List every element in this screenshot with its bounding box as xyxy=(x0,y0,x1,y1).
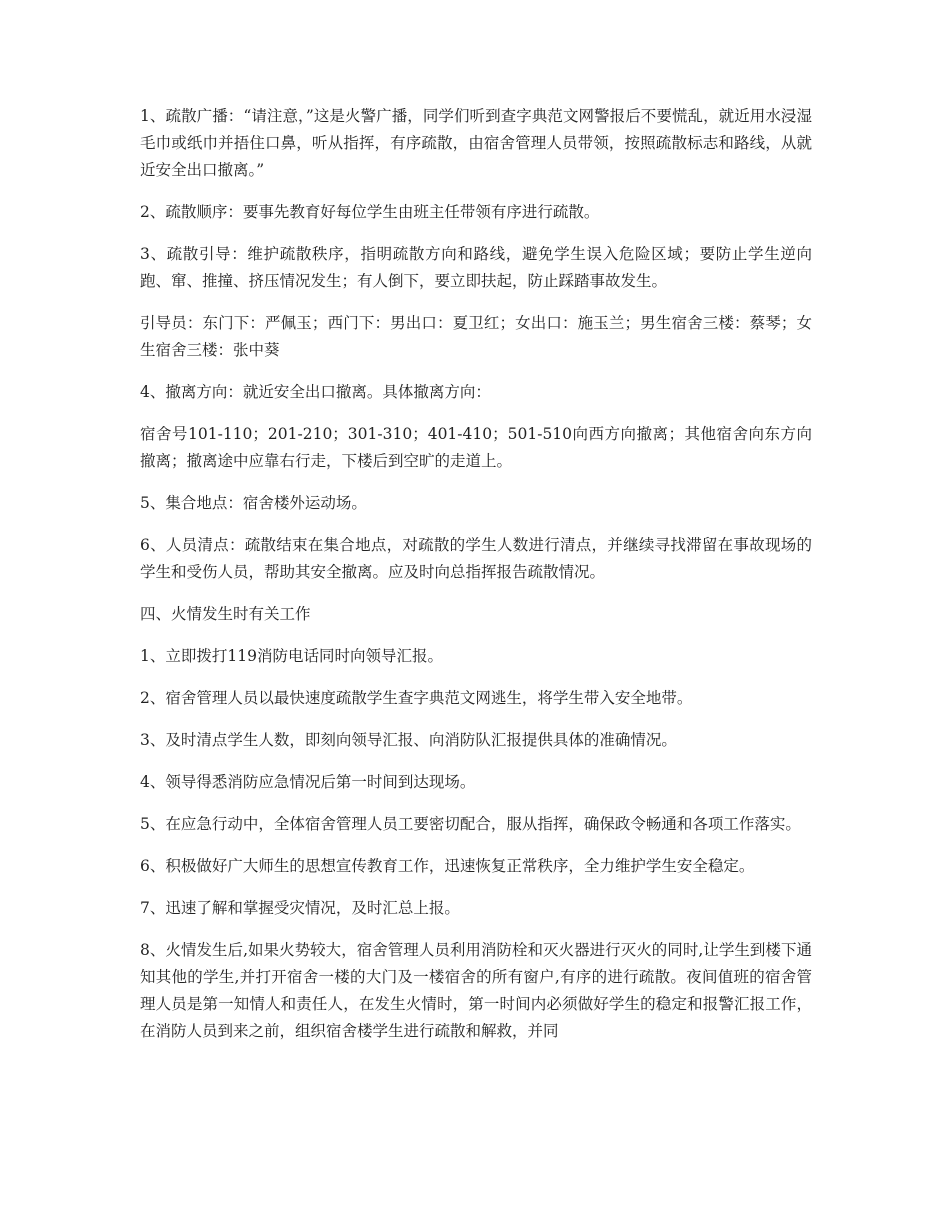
paragraph-duty-6: 6、积极做好广大师生的思想宣传教育工作，迅速恢复正常秩序，全力维护学生安全稳定。 xyxy=(140,857,755,875)
paragraph-guides-list: 引导员：东门下：严佩玉；西门下：男出口：夏卫红；女出口：施玉兰；男生宿舍三楼：蔡琴；女生宿舍三楼：张中葵 xyxy=(140,314,812,359)
paragraph-evacuation-broadcast: 1、疏散广播：“请注意，”这是火警广播，同学们听到查字典范文网警报后不要慌乱，就近用水浸湿毛巾或纸巾并捂住口鼻，听从指挥，有序疏散，由宿舍管理人员带领，按照疏散标志和路线，从就近安全出口撤离。” xyxy=(140,107,812,179)
paragraph-duty-4: 4、领导得悉消防应急情况后第一时间到达现场。 xyxy=(140,773,476,791)
paragraph-assembly-point: 5、集合地点：宿舍楼外运动场。 xyxy=(140,494,367,512)
paragraph-evacuation-guidance: 3、疏散引导：维护疏散秩序，指明疏散方向和路线，避免学生误入危险区域；要防止学生逆向跑、窜、推撞、挤压情况发生；有人倒下，要立即扶起，防止踩踏事故发生。 xyxy=(140,245,812,290)
document-page xyxy=(140,103,812,1060)
paragraph-duty-7: 7、迅速了解和掌握受灾情况，及时汇总上报。 xyxy=(140,899,460,917)
paragraph-duty-1: 1、立即拨打119消防电话同时向领导汇报。 xyxy=(140,647,443,665)
paragraph-duty-2: 2、宿舍管理人员以最快速度疏散学生查字典范文网逃生，将学生带入安全地带。 xyxy=(140,689,693,707)
paragraph-dorm-directions: 宿舍号101-110；201-210；301-310；401-410；501-510向西方向撤离；其他宿舍向东方向撤离；撤离途中应靠右行走，下楼后到空旷的走道上。 xyxy=(140,425,812,470)
paragraph-evacuation-order: 2、疏散顺序：要事先教育好每位学生由班主任带领有序进行疏散。 xyxy=(140,203,600,221)
section-heading-fire-duties: 四、火情发生时有关工作 xyxy=(140,605,311,623)
paragraph-duty-8: 8、火情发生后,如果火势较大，宿舍管理人员利用消防栓和灭火器进行灭火的同时,让学生到楼下通知其他的学生,并打开宿舍一楼的大门及一楼宿舍的所有窗户,有序的进行疏散。夜间值班的宿舍管理人员是第一知情人和责任人，在发生火情时，第一时间内必须做好学生的稳定和报警汇报工作，在消防人员到来之前，组织宿舍楼学生进行疏散和解救，并同 xyxy=(140,941,812,1040)
paragraph-duty-5: 5、在应急行动中，全体宿舍管理人员工要密切配合，服从指挥，确保政令畅通和各项工作落实。 xyxy=(140,815,801,833)
paragraph-headcount: 6、人员清点：疏散结束在集合地点，对疏散的学生人数进行清点，并继续寻找滞留在事故现场的学生和受伤人员，帮助其安全撤离。应及时向总指挥报告疏散情况。 xyxy=(140,536,812,581)
paragraph-duty-3: 3、及时清点学生人数，即刻向领导汇报、向消防队汇报提供具体的准确情况。 xyxy=(140,731,677,749)
paragraph-evacuation-direction: 4、撤离方向：就近安全出口撤离。具体撤离方向： xyxy=(140,383,491,401)
